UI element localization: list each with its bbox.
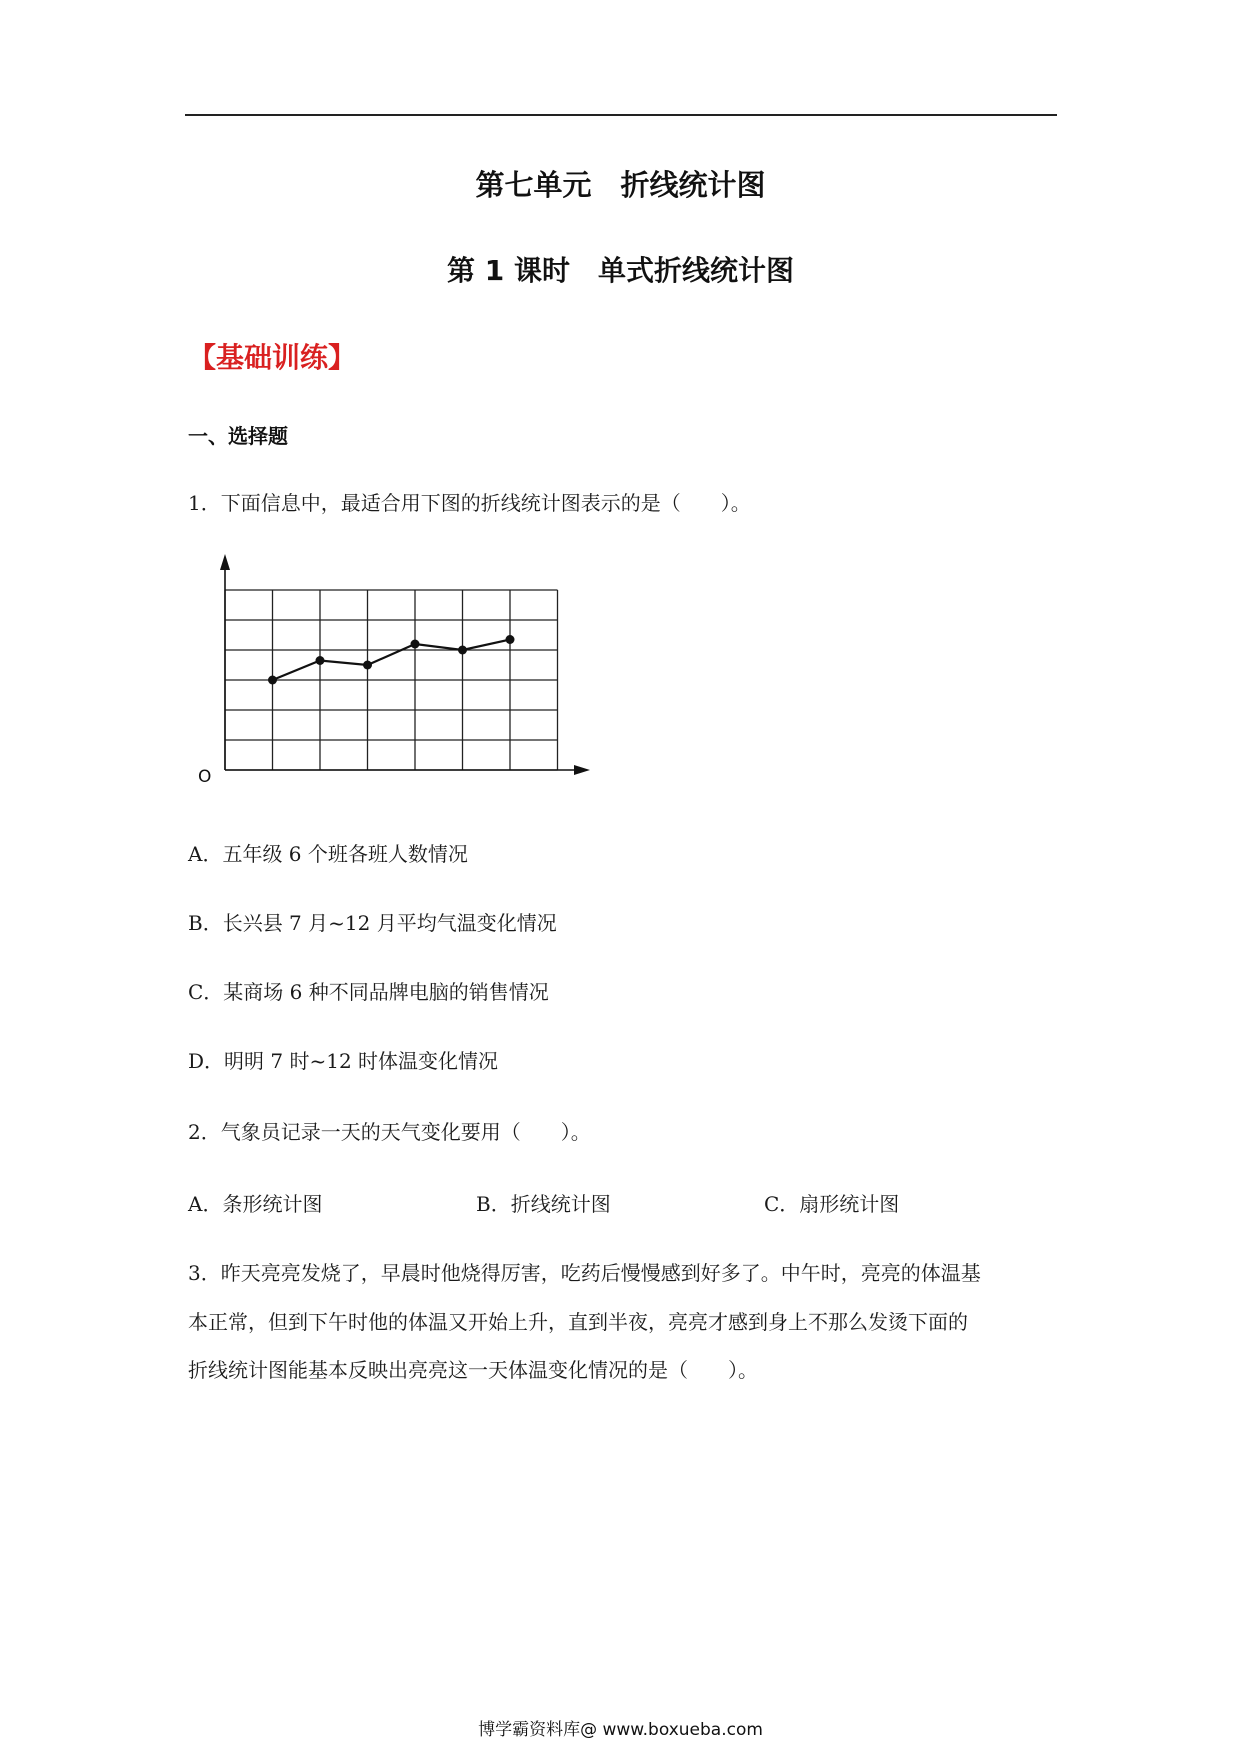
data-point xyxy=(506,635,515,644)
question-1-option-a: A．五年级 6 个班各班人数情况 xyxy=(188,842,468,866)
question-2-option-c: C．扇形统计图 xyxy=(764,1192,900,1216)
data-point xyxy=(458,646,467,655)
x-axis-arrow xyxy=(574,765,590,775)
y-axis-arrow xyxy=(220,554,230,570)
origin-label: O xyxy=(198,767,212,787)
section-tag: 【基础训练】 xyxy=(188,341,357,374)
question-2-stem: 2．气象员记录一天的天气变化要用（ ）。 xyxy=(188,1120,591,1144)
data-point xyxy=(363,661,372,670)
footer-watermark: 博学霸资料库@ www.boxueba.com xyxy=(478,1720,763,1740)
question-1-stem: 1．下面信息中，最适合用下图的折线统计图表示的是（ ）。 xyxy=(188,491,751,515)
question-2-option-a: A．条形统计图 xyxy=(188,1192,323,1216)
question-3-stem-line-3: 折线统计图能基本反映出亮亮这一天体温变化情况的是（ ）。 xyxy=(188,1358,758,1382)
question-1-option-d: D．明明 7 时~12 时体温变化情况 xyxy=(188,1049,499,1073)
question-3-stem-line-2: 本正常，但到下午时他的体温又开始上升，直到半夜，亮亮才感到身上不那么发烫下面的 xyxy=(188,1310,968,1334)
top-rule xyxy=(185,114,1057,116)
question-1-option-b: B．长兴县 7 月~12 月平均气温变化情况 xyxy=(188,911,557,935)
unit-title: 第七单元 折线统计图 xyxy=(475,168,766,202)
question-3-stem-line-1: 3．昨天亮亮发烧了，早晨时他烧得厉害，吃药后慢慢感到好多了。中午时，亮亮的体温基 xyxy=(188,1261,981,1285)
lesson-title: 第 1 课时 单式折线统计图 xyxy=(447,254,794,287)
chart-series xyxy=(268,635,515,685)
chart-axes xyxy=(220,554,590,775)
line-chart xyxy=(190,550,600,790)
data-point xyxy=(316,656,325,665)
part-heading: 一、选择题 xyxy=(188,424,288,448)
question-1-option-c: C．某商场 6 种不同品牌电脑的销售情况 xyxy=(188,980,549,1004)
data-point xyxy=(411,640,420,649)
series-line xyxy=(273,640,511,681)
data-point xyxy=(268,676,277,685)
question-2-option-b: B．折线统计图 xyxy=(476,1192,611,1216)
